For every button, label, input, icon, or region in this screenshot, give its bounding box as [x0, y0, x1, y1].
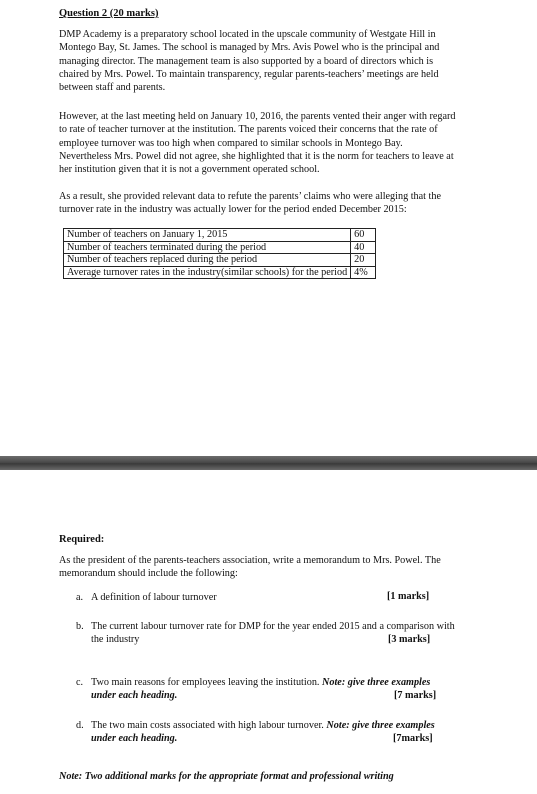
item-text: Two main reasons for employees leaving the institution. — [91, 677, 323, 688]
item-note: Note: give three examples — [322, 677, 431, 688]
table-cell-value: 20 — [351, 254, 376, 267]
required-intro — [59, 554, 479, 581]
text-line: her institution given that it is not a government operated school. — [59, 164, 320, 176]
item-text-line — [91, 719, 435, 732]
paragraph-intro — [59, 28, 479, 94]
item-note: Note: give three examples — [326, 720, 435, 731]
page-2 — [0, 470, 537, 794]
text-line: employee turnover was too high when compared to similar schools in Montego Bay. — [59, 137, 403, 149]
paragraph-meeting — [59, 110, 479, 176]
text-line: to rate of teacher turnover at the institution. The parents voiced their concerns that the rate of — [59, 124, 438, 136]
item-label: a. — [76, 592, 84, 603]
table-cell-label: Number of teachers on January 1, 2015 — [64, 229, 351, 242]
table-row — [64, 229, 376, 242]
table-cell-value: 60 — [351, 229, 376, 242]
question-title: Question 2 (20 marks) — [59, 8, 159, 19]
required-heading: Required: — [59, 534, 105, 545]
table-row — [64, 266, 376, 279]
item-text: The two main costs associated with high labour turnover. — [91, 720, 327, 731]
item-text: The current labour turnover rate for DMP for the year ended 2015 and a comparison with — [91, 621, 455, 632]
item-label: c. — [76, 677, 84, 688]
final-note: Note: Two additional marks for the appropriate format and professional writing — [59, 771, 394, 782]
text-line: managing director. The management team is also supported by a board of directors which is — [59, 55, 434, 67]
text-line: As a result, she provided relevant data to refute the parents’ claims who were alleging that the — [59, 191, 441, 202]
table-cell-label: Average turnover rates in the industry(similar schools) for the period — [64, 266, 351, 279]
marks-c: [7 marks] — [394, 690, 437, 701]
turnover-data-table — [63, 228, 376, 279]
text-line: Montego Bay, St. James. The school is managed by Mrs. Avis Powel who is the principal and — [59, 42, 440, 54]
table-cell-value: 4% — [351, 266, 376, 279]
marks-b: [3 marks] — [388, 634, 431, 645]
item-text: A definition of labour turnover — [91, 592, 217, 603]
item-label: d. — [76, 720, 84, 731]
text-line: chaired by Mrs. Powel. To maintain transparency, regular parents-teachers’ meetings are held — [59, 68, 439, 80]
text-line: As the president of the parents-teachers association, write a memorandum to Mrs. Powel. The — [59, 555, 441, 566]
text-line: Nevertheless Mrs. Powel did not agree, she highlighted that it is the norm for teachers to leave at — [59, 150, 454, 162]
table-cell-label: Number of teachers replaced during the period — [64, 254, 351, 267]
table-row — [64, 241, 376, 254]
item-note: under each heading. — [91, 690, 178, 702]
item-label: b. — [76, 621, 84, 632]
table-cell-value: 40 — [351, 241, 376, 254]
text-line: between staff and parents. — [59, 82, 166, 94]
marks-d: [7marks] — [393, 733, 433, 744]
item-text-line — [91, 676, 430, 689]
item-text: the industry — [91, 634, 140, 646]
table-row — [64, 254, 376, 267]
paragraph-data-intro — [59, 190, 479, 217]
text-line: turnover rate in the industry was actually lower for the period ended December 2015: — [59, 204, 407, 216]
marks-a: [1 marks] — [387, 591, 430, 602]
table-cell-label: Number of teachers terminated during the period — [64, 241, 351, 254]
item-note: under each heading. — [91, 733, 178, 745]
text-line: DMP Academy is a preparatory school located in the upscale community of Westgate Hill in — [59, 29, 436, 40]
page-divider — [0, 456, 537, 470]
text-line: However, at the last meeting held on January 10, 2016, the parents vented their anger with regard — [59, 111, 456, 122]
text-line: memorandum should include the following: — [59, 568, 238, 580]
